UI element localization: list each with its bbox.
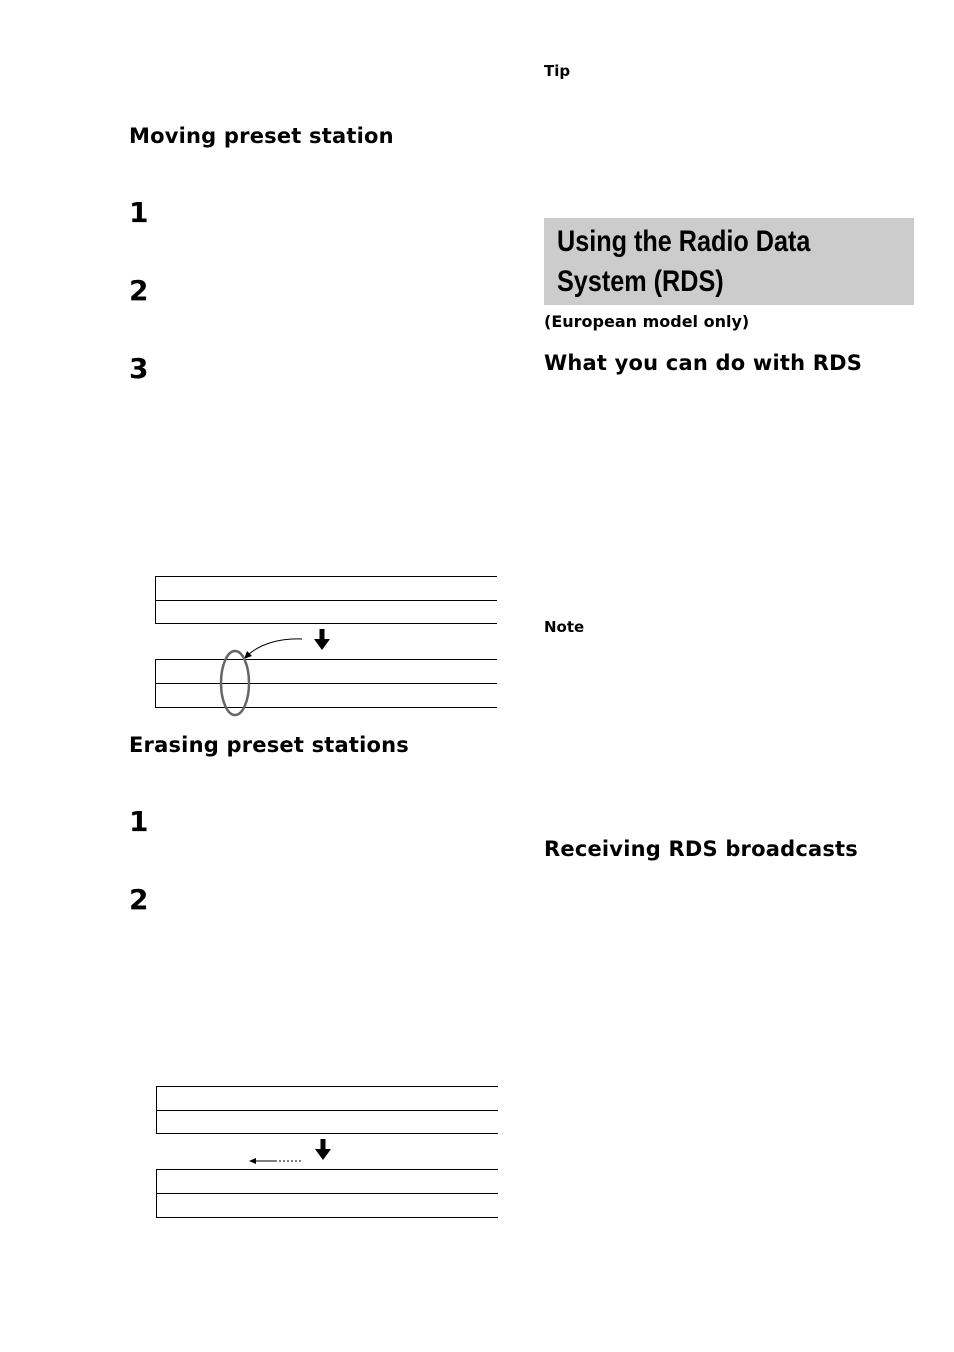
moving-preset-heading: Moving preset station [129,124,394,148]
dashed-left-arrow-icon [249,1156,303,1166]
moving-step-1: 1 [129,196,149,229]
note-label: Note [544,618,585,636]
section-title-line-2: System (RDS) [557,265,724,298]
erasing-display-after [156,1169,498,1218]
moving-display-after [155,659,497,708]
down-arrow-icon [314,629,330,651]
section-title-line-1: Using the Radio Data [557,225,811,258]
moving-display-before [155,576,497,624]
section-title [557,222,810,302]
highlight-ellipse [219,650,251,716]
receiving-rds-heading: Receiving RDS broadcasts [544,837,858,861]
moving-step-3: 3 [129,352,149,385]
erasing-step-1: 1 [129,805,149,838]
erasing-step-2: 2 [129,883,149,916]
tip-label: Tip [544,62,571,80]
down-arrow-icon [315,1139,331,1161]
what-you-can-do-heading: What you can do with RDS [544,351,863,375]
erasing-preset-heading: Erasing preset stations [129,733,410,757]
erasing-display-before [156,1086,498,1134]
moving-step-2: 2 [129,274,149,307]
section-banner [544,218,914,305]
model-note: (European model only) [544,312,750,331]
